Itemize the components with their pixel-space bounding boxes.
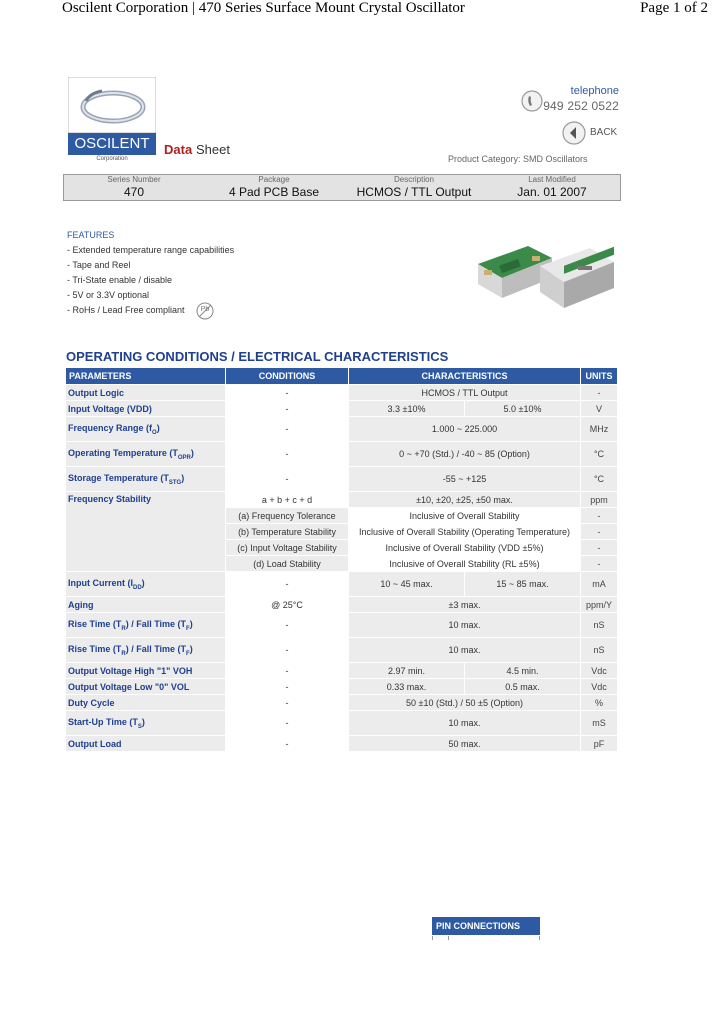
param-cell <box>66 467 225 491</box>
char-cell: ±10, ±20, ±25, ±50 max. <box>349 492 580 507</box>
param-text-end: ) <box>141 577 145 588</box>
table-row <box>66 417 617 441</box>
cond-cell: - <box>226 736 348 751</box>
table-row <box>66 467 617 491</box>
param-text: Storage Temperature (T <box>68 472 169 483</box>
document-header-title: Oscilent Corporation | 470 Series Surface Mount Crystal Oscillator <box>62 0 465 16</box>
unit-cell: Vdc <box>581 663 617 678</box>
param-cell <box>66 417 225 441</box>
header-parameters: PARAMETERS <box>66 368 225 384</box>
param-subscript: F <box>186 650 190 657</box>
table-row <box>66 711 617 735</box>
feature-item: - Tape and Reel <box>67 260 131 270</box>
logo-corporation-label: Corporation <box>96 156 128 162</box>
param-text-end: ) <box>156 422 160 433</box>
param-subscript: DD <box>133 584 142 591</box>
section-title: OPERATING CONDITIONS / ELECTRICAL CHARACTERISTICS <box>66 349 449 364</box>
cond-cell: (c) Input Voltage Stability <box>226 540 348 555</box>
cond-cell: (d) Load Stability <box>226 556 348 571</box>
param-text: ) / Fall Time (T <box>125 643 187 654</box>
char-cell: 10 max. <box>349 638 580 662</box>
telephone-label: telephone <box>570 85 619 97</box>
data-sheet-label-sheet: Sheet <box>196 142 230 157</box>
series-info-table <box>64 175 620 200</box>
param-cell <box>66 442 225 466</box>
table-row <box>66 572 617 596</box>
param-cell: Input Voltage (VDD) <box>66 401 225 416</box>
param-subscript: F <box>186 625 190 632</box>
char-cell: 5.0 ±10% <box>465 401 580 416</box>
cond-cell: @ 25°C <box>226 597 348 612</box>
telephone-number[interactable]: 949 252 0522 <box>543 99 619 113</box>
package-label: Package <box>204 175 344 184</box>
char-cell: 0 ~ +70 (Std.) / -40 ~ 85 (Option) <box>349 442 580 466</box>
rohs-badge-text: Pb <box>200 306 210 313</box>
param-cell <box>66 638 225 662</box>
char-cell: HCMOS / TTL Output <box>349 385 580 400</box>
param-text-end: ) <box>189 618 193 629</box>
unit-cell: - <box>581 556 617 571</box>
char-cell: 15 ~ 85 max. <box>465 572 580 596</box>
char-cell: 2.97 min. <box>349 663 464 678</box>
table-row <box>66 597 617 612</box>
unit-cell: % <box>581 695 617 710</box>
char-cell: Inclusive of Overall Stability (VDD ±5%) <box>349 540 580 555</box>
unit-cell: nS <box>581 613 617 637</box>
char-cell: 3.3 ±10% <box>349 401 464 416</box>
unit-cell: °C <box>581 467 617 491</box>
param-text-end: ) <box>190 447 194 458</box>
cond-cell: - <box>226 385 348 400</box>
logo-ring-icon <box>68 77 156 133</box>
cond-cell: - <box>226 401 348 416</box>
unit-cell: - <box>581 385 617 400</box>
feature-item: - 5V or 3.3V optional <box>67 290 150 300</box>
param-text-end: ) <box>189 643 193 654</box>
table-row <box>66 442 617 466</box>
param-text: Operating Temperature (T <box>68 447 178 458</box>
header-units: UNITS <box>581 368 617 384</box>
cond-cell: - <box>226 417 348 441</box>
param-cell <box>66 613 225 637</box>
table-row <box>66 385 617 400</box>
char-cell: Inclusive of Overall Stability <box>349 508 580 523</box>
header-characteristics: CHARACTERISTICS <box>349 368 580 384</box>
char-cell: 50 max. <box>349 736 580 751</box>
package-value: 4 Pad PCB Base <box>204 184 344 200</box>
cond-cell: - <box>226 572 348 596</box>
cond-cell: (a) Frequency Tolerance <box>226 508 348 523</box>
char-cell: 4.5 min. <box>465 663 580 678</box>
char-cell: ±3 max. <box>349 597 580 612</box>
param-text-end: ) <box>141 716 145 727</box>
product-category: Product Category: SMD Oscillators <box>448 154 588 164</box>
features-title: FEATURES <box>67 230 115 240</box>
electrical-characteristics-table <box>65 367 618 752</box>
last-modified-value: Jan. 01 2007 <box>484 184 620 200</box>
unit-cell: - <box>581 524 617 539</box>
table-row <box>66 663 617 678</box>
char-cell: Inclusive of Overall Stability (Operating Temperature) <box>349 524 580 539</box>
char-cell: 10 max. <box>349 613 580 637</box>
cond-cell: - <box>226 638 348 662</box>
param-cell: Output Voltage High "1" VOH <box>66 663 225 678</box>
series-number-label: Series Number <box>64 175 204 184</box>
cond-cell: - <box>226 679 348 694</box>
logo-wordmark: OSCILENT <box>68 133 156 155</box>
data-sheet-label-data: Data <box>164 142 193 157</box>
page-number: Page 1 of 2 <box>640 0 708 16</box>
param-cell: Aging <box>66 597 225 612</box>
param-cell: Output Voltage Low "0" VOL <box>66 679 225 694</box>
description-value: HCMOS / TTL Output <box>344 184 484 200</box>
table-row <box>66 638 617 662</box>
cond-cell: - <box>226 663 348 678</box>
param-text: Rise Time (T <box>68 643 122 654</box>
cond-cell: - <box>226 442 348 466</box>
table-row <box>66 492 617 507</box>
param-text: Frequency Range (f <box>68 422 153 433</box>
param-cell: Duty Cycle <box>66 695 225 710</box>
unit-cell: pF <box>581 736 617 751</box>
unit-cell: Vdc <box>581 679 617 694</box>
cond-cell: (b) Temperature Stability <box>226 524 348 539</box>
char-cell: -55 ~ +125 <box>349 467 580 491</box>
table-row <box>66 695 617 710</box>
char-cell: Inclusive of Overall Stability (RL ±5%) <box>349 556 580 571</box>
table-row <box>66 679 617 694</box>
feature-item: - Extended temperature range capabilities <box>67 245 235 255</box>
param-subscript: O <box>152 429 157 436</box>
feature-item: - Tri-State enable / disable <box>67 275 173 285</box>
char-cell: 50 ±10 (Std.) / 50 ±5 (Option) <box>349 695 580 710</box>
unit-cell: ppm/Y <box>581 597 617 612</box>
pin-connections-divider <box>448 936 449 940</box>
param-text: Rise Time (T <box>68 618 122 629</box>
char-cell: 0.5 max. <box>465 679 580 694</box>
series-number-value: 470 <box>64 184 204 200</box>
param-subscript: R <box>121 650 126 657</box>
header-conditions: CONDITIONS <box>226 368 348 384</box>
pin-connections-header: PIN CONNECTIONS <box>432 917 540 935</box>
cond-cell: - <box>226 613 348 637</box>
param-text: ) / Fall Time (T <box>125 618 187 629</box>
param-cell: Frequency Stability <box>66 492 225 571</box>
unit-cell: mS <box>581 711 617 735</box>
unit-cell: V <box>581 401 617 416</box>
cond-cell: - <box>226 711 348 735</box>
product-photo <box>470 236 618 325</box>
table-row <box>66 613 617 637</box>
param-cell <box>66 711 225 735</box>
char-cell: 10 max. <box>349 711 580 735</box>
param-text: Start-Up Time (T <box>68 716 138 727</box>
unit-cell: ppm <box>581 492 617 507</box>
table-row <box>66 736 617 751</box>
char-cell: 0.33 max. <box>349 679 464 694</box>
unit-cell: MHz <box>581 417 617 441</box>
last-modified-label: Last Modified <box>484 175 620 184</box>
char-cell: 1.000 ~ 225.000 <box>349 417 580 441</box>
param-subscript: S <box>137 723 142 730</box>
unit-cell: - <box>581 540 617 555</box>
feature-item: - RoHs / Lead Free compliant <box>67 305 185 315</box>
unit-cell: nS <box>581 638 617 662</box>
rohs-lead-free-badge <box>196 302 214 320</box>
unit-cell: °C <box>581 442 617 466</box>
description-label: Description <box>344 175 484 184</box>
table-row <box>66 401 617 416</box>
cond-cell: a + b + c + d <box>226 492 348 507</box>
back-arrow-icon[interactable] <box>562 121 586 150</box>
param-subscript: R <box>121 625 126 632</box>
param-cell <box>66 572 225 596</box>
param-subscript: STG <box>168 479 182 486</box>
param-cell: Output Load <box>66 736 225 751</box>
cond-cell: - <box>226 695 348 710</box>
cond-cell: - <box>226 467 348 491</box>
back-link[interactable]: BACK <box>590 127 618 138</box>
param-text: Input Current (I <box>68 577 133 588</box>
param-text-end: ) <box>181 472 185 483</box>
char-cell: 10 ~ 45 max. <box>349 572 464 596</box>
param-subscript: OPR <box>177 454 191 461</box>
unit-cell: mA <box>581 572 617 596</box>
param-cell: Output Logic <box>66 385 225 400</box>
unit-cell: - <box>581 508 617 523</box>
